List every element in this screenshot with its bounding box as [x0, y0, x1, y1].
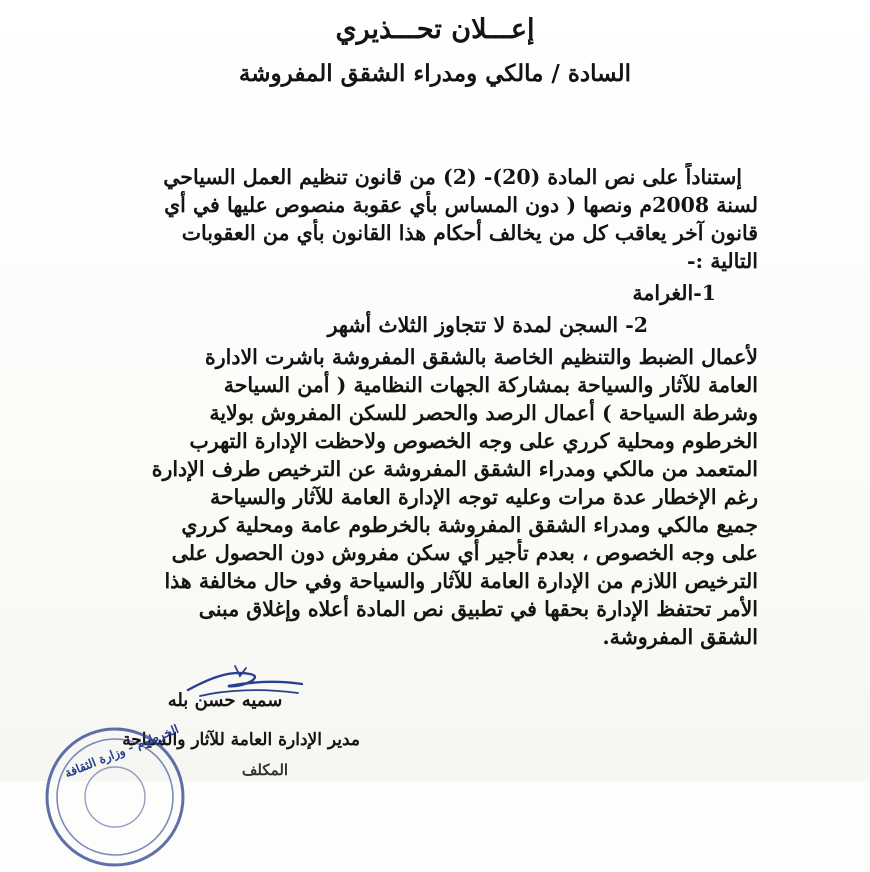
text-line: التالية :-	[686, 249, 758, 273]
document-title: إعـــلان تحـــذيري	[335, 14, 535, 45]
text-line: لأعمال الضبط والتنظيم الخاصة بالشقق المفروشة باشرت الادارة	[205, 345, 758, 369]
text-line: لسنة 2008م ونصها ( دون المساس بأي عقوبة منصوص عليها في أي	[164, 193, 758, 217]
text-line: الخرطوم ومحلية كرري على وجه الخصوص ولاحظت الإدارة التهرب	[189, 429, 758, 453]
addressee-line: السادة / مالكي ومدراء الشقق المفروشة	[238, 60, 632, 87]
text-line: قانون آخر يعاقب كل من يخالف أحكام هذا القانون بأي من العقوبات	[181, 221, 758, 245]
paragraph-legal-basis	[68, 163, 758, 275]
penalty-item-fine: 1-الغرامة	[632, 281, 716, 305]
text-line: الترخيص اللازم من الإدارة العامة للآثار والسياحة وفي حال مخالفة هذا	[164, 569, 758, 593]
text-line: الشقق المفروشة.	[602, 625, 758, 649]
text-line: وشرطة السياحة ) أعمال الرصد والحصر للسكن المفروش بولاية	[209, 401, 758, 425]
paragraph-directive	[68, 343, 758, 651]
text-line: جميع مالكي ومدراء الشقق المفروشة بالخرطوم عامة ومحلية كرري	[181, 513, 758, 537]
text-line: الأمر تحتفظ الإدارة بحقها في تطبيق نص المادة أعلاه وإغلاق مبنى	[198, 597, 758, 621]
signatory-name: سميه حسن بله	[167, 690, 283, 711]
signatory-title: مدير الإدارة العامة للآثار والسياحة	[122, 730, 360, 750]
text-line: المتعمد من مالكي ومدراء الشقق المفروشة عن الترخيص طرف الإدارة	[151, 457, 758, 481]
document-body	[68, 163, 758, 651]
stamp-text: الخرطوم - وزارة الثقافة	[62, 721, 181, 781]
text-line: العامة للآثار والسياحة بمشاركة الجهات النظامية ( أمن السياحة	[223, 373, 758, 397]
text-line: على وجه الخصوص ، بعدم تأجير أي سكن مفروش دون الحصول على	[171, 541, 758, 565]
official-stamp	[40, 722, 190, 872]
penalty-item-prison: 2- السجن لمدة لا تتجاوز الثلاث أشهر	[327, 313, 648, 337]
text-line: إستناداً على نص المادة (20)- (2) من قانون تنظيم العمل السياحي	[163, 165, 742, 189]
text-line: رغم الإخطار عدة مرات وعليه توجه الإدارة العامة للآثار والسياحة	[209, 485, 758, 509]
signatory-title-2: المكلف	[241, 761, 289, 779]
